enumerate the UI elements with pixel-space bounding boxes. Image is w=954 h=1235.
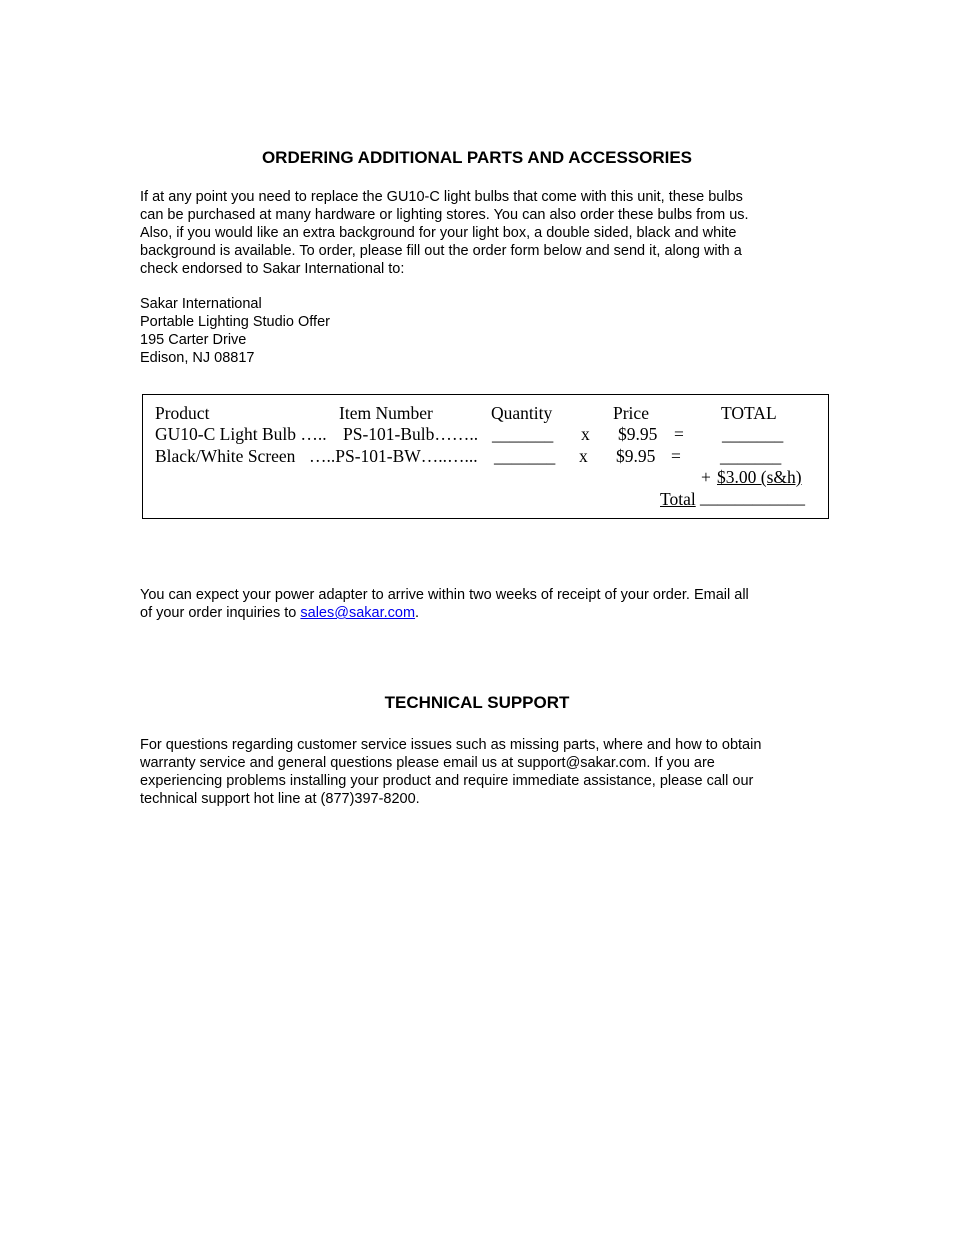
- address-line: 195 Carter Drive: [140, 332, 247, 348]
- address-line: Portable Lighting Studio Offer: [140, 314, 330, 330]
- row-equals: =: [674, 424, 684, 444]
- intro-line: Also, if you would like an extra background for your light box, a double sided, black and white: [140, 225, 737, 241]
- header-total: TOTAL: [721, 403, 777, 423]
- delivery-line-prefix: of your order inquiries to: [140, 605, 301, 621]
- total-blank[interactable]: _______: [722, 424, 784, 444]
- support-line: warranty service and general questions please email us at support@sakar.com. If you are: [140, 755, 715, 771]
- total-blank[interactable]: _______: [720, 446, 782, 466]
- support-line: experiencing problems installing your product and require immediate assistance, please call our: [140, 773, 754, 789]
- delivery-line-suffix: .: [415, 605, 420, 621]
- row-product: Black/White Screen: [155, 446, 296, 466]
- ordering-title: ORDERING ADDITIONAL PARTS AND ACCESSORIES: [261, 148, 693, 167]
- row-times: x: [579, 446, 588, 466]
- delivery-line: You can expect your power adapter to arrive within two weeks of receipt of your order. Email all: [140, 587, 749, 603]
- row-price: $9.95: [618, 424, 658, 444]
- header-item-number: Item Number: [339, 403, 433, 423]
- support-text: [140, 736, 820, 808]
- row-price: $9.95: [616, 446, 656, 466]
- grand-total-blank[interactable]: ____________: [700, 487, 805, 507]
- delivery-note: [140, 586, 820, 622]
- order-form: [142, 394, 829, 519]
- sales-email-link[interactable]: sales@sakar.com: [300, 605, 416, 621]
- support-line: technical support hot line at (877)397-8200.: [140, 791, 420, 807]
- total-label: Total: [660, 489, 696, 509]
- header-product: Product: [155, 403, 210, 423]
- intro-line: background is available. To order, please fill out the order form below and send it, along with a: [140, 243, 742, 259]
- header-price: Price: [613, 403, 649, 423]
- support-title: TECHNICAL SUPPORT: [384, 693, 570, 712]
- shipping-plus: +: [701, 467, 711, 487]
- support-line: For questions regarding customer service issues such as missing parts, where and how to obtain: [140, 737, 762, 753]
- address-line: Sakar International: [140, 296, 262, 312]
- ordering-intro: [140, 188, 820, 278]
- quantity-blank[interactable]: _______: [492, 424, 554, 444]
- quantity-blank[interactable]: _______: [494, 446, 556, 466]
- header-quantity: Quantity: [491, 403, 553, 423]
- row-item-number: …..PS-101-BW…..…...: [309, 446, 478, 466]
- row-equals: =: [671, 446, 681, 466]
- address-line: Edison, NJ 08817: [140, 350, 255, 366]
- row-item-number: PS-101-Bulb……..: [343, 424, 479, 444]
- intro-line: can be purchased at many hardware or lighting stores. You can also order these bulbs from us.: [140, 207, 749, 223]
- mailing-address: [140, 295, 820, 367]
- shipping-charge: $3.00 (s&h): [717, 467, 802, 487]
- row-product: GU10-C Light Bulb …..: [155, 424, 327, 444]
- intro-line: check endorsed to Sakar International to:: [140, 261, 405, 277]
- row-times: x: [581, 424, 590, 444]
- delivery-line: [140, 604, 820, 622]
- intro-line: If at any point you need to replace the GU10-C light bulbs that come with this unit, these bulbs: [140, 189, 743, 205]
